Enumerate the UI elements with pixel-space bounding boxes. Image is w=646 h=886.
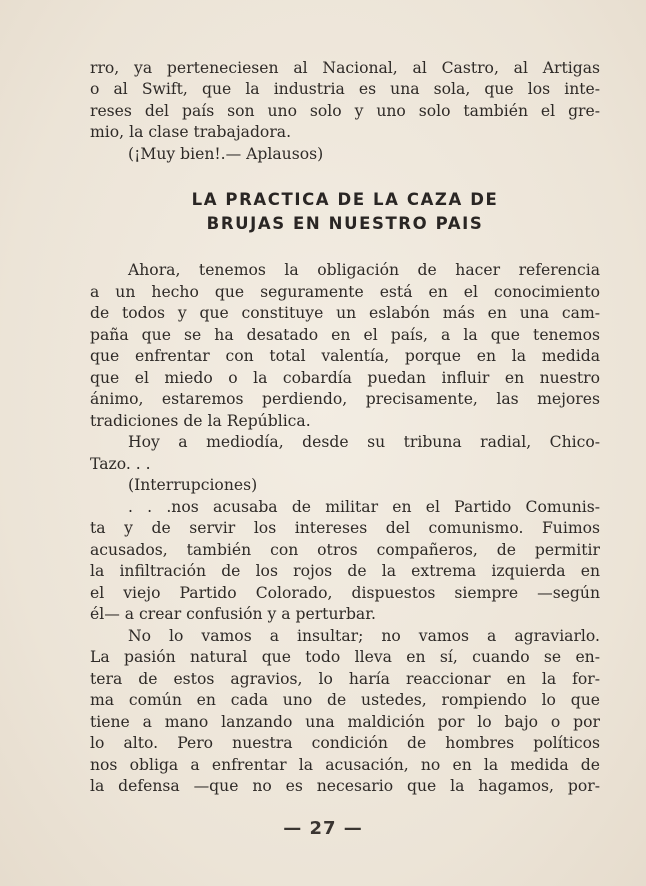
text-line: a un hecho que seguramente está en el conocimiento bbox=[90, 282, 600, 301]
text-line: Tazo. . . bbox=[90, 454, 151, 473]
body-text bbox=[90, 260, 600, 798]
section-heading-line-1: LA PRACTICA DE LA CAZA DE bbox=[191, 190, 499, 209]
text-line: ma común en cada uno de ustedes, rompiendo lo que bbox=[90, 691, 600, 709]
text-line: nos obliga a enfrentar la acusación, no en la medida de bbox=[90, 755, 600, 774]
text-line: tera de estos agravios, lo haría reaccionar en la for- bbox=[90, 669, 600, 688]
text-line: acusados, también con otros compañeros, de permitir bbox=[90, 540, 600, 559]
text-line: lo alto. Pero nuestra condición de hombres políticos bbox=[90, 734, 600, 752]
top-paragraph bbox=[90, 58, 600, 165]
text-line: que el miedo o la cobardía puedan influir en nuestro bbox=[90, 368, 600, 387]
text-line: él— a crear confusión y a perturbar. bbox=[90, 605, 376, 623]
text-line: La pasión natural que todo lleva en sí, cuando se en- bbox=[90, 648, 600, 666]
text-line: . . .nos acusaba de militar en el Partido Comunis- bbox=[128, 497, 600, 516]
text-line: el viejo Partido Colorado, dispuestos siempre —según bbox=[90, 583, 600, 602]
text-line: de todos y que constituye un eslabón más en una cam- bbox=[90, 304, 600, 322]
text-line: la infiltración de los rojos de la extrema izquierda en bbox=[90, 562, 600, 580]
text-line: tradiciones de la República. bbox=[90, 411, 311, 430]
text-line: reses del país son uno solo y uno solo también el gre- bbox=[90, 101, 600, 120]
section-heading-line-2: BRUJAS EN NUESTRO PAIS bbox=[206, 214, 484, 233]
applause-note: (¡Muy bien!.— Aplausos) bbox=[128, 144, 324, 163]
text-line: que enfrentar con total valentía, porque en la medida bbox=[90, 347, 600, 365]
text-line: o al Swift, que la industria es una sola, que los inte- bbox=[90, 80, 600, 99]
section-heading bbox=[90, 188, 600, 236]
text-line: ánimo, estaremos perdiendo, precisamente, las mejores bbox=[90, 390, 600, 408]
text-line: Ahora, tenemos la obligación de hacer referencia bbox=[128, 261, 600, 279]
text-line: mio, la clase trabajadora. bbox=[90, 123, 292, 142]
text-line: la defensa —que no es necesario que la hagamos, por- bbox=[90, 777, 600, 795]
text-line: ta y de servir los intereses del comunismo. Fuimos bbox=[90, 519, 600, 537]
text-line: Hoy a mediodía, desde su tribuna radial, Chico- bbox=[128, 433, 600, 451]
page-number: — 27 — bbox=[283, 818, 363, 839]
text-line: tiene a mano lanzando una maldición por lo bajo o por bbox=[90, 712, 600, 731]
interruption-note: (Interrupciones) bbox=[128, 476, 258, 494]
text-line: No lo vamos a insultar; no vamos a agraviarlo. bbox=[128, 626, 600, 645]
text-line: rro, ya perteneciesen al Nacional, al Castro, al Artigas bbox=[90, 59, 600, 77]
text-line: paña que se ha desatado en el país, a la que tenemos bbox=[90, 325, 600, 344]
